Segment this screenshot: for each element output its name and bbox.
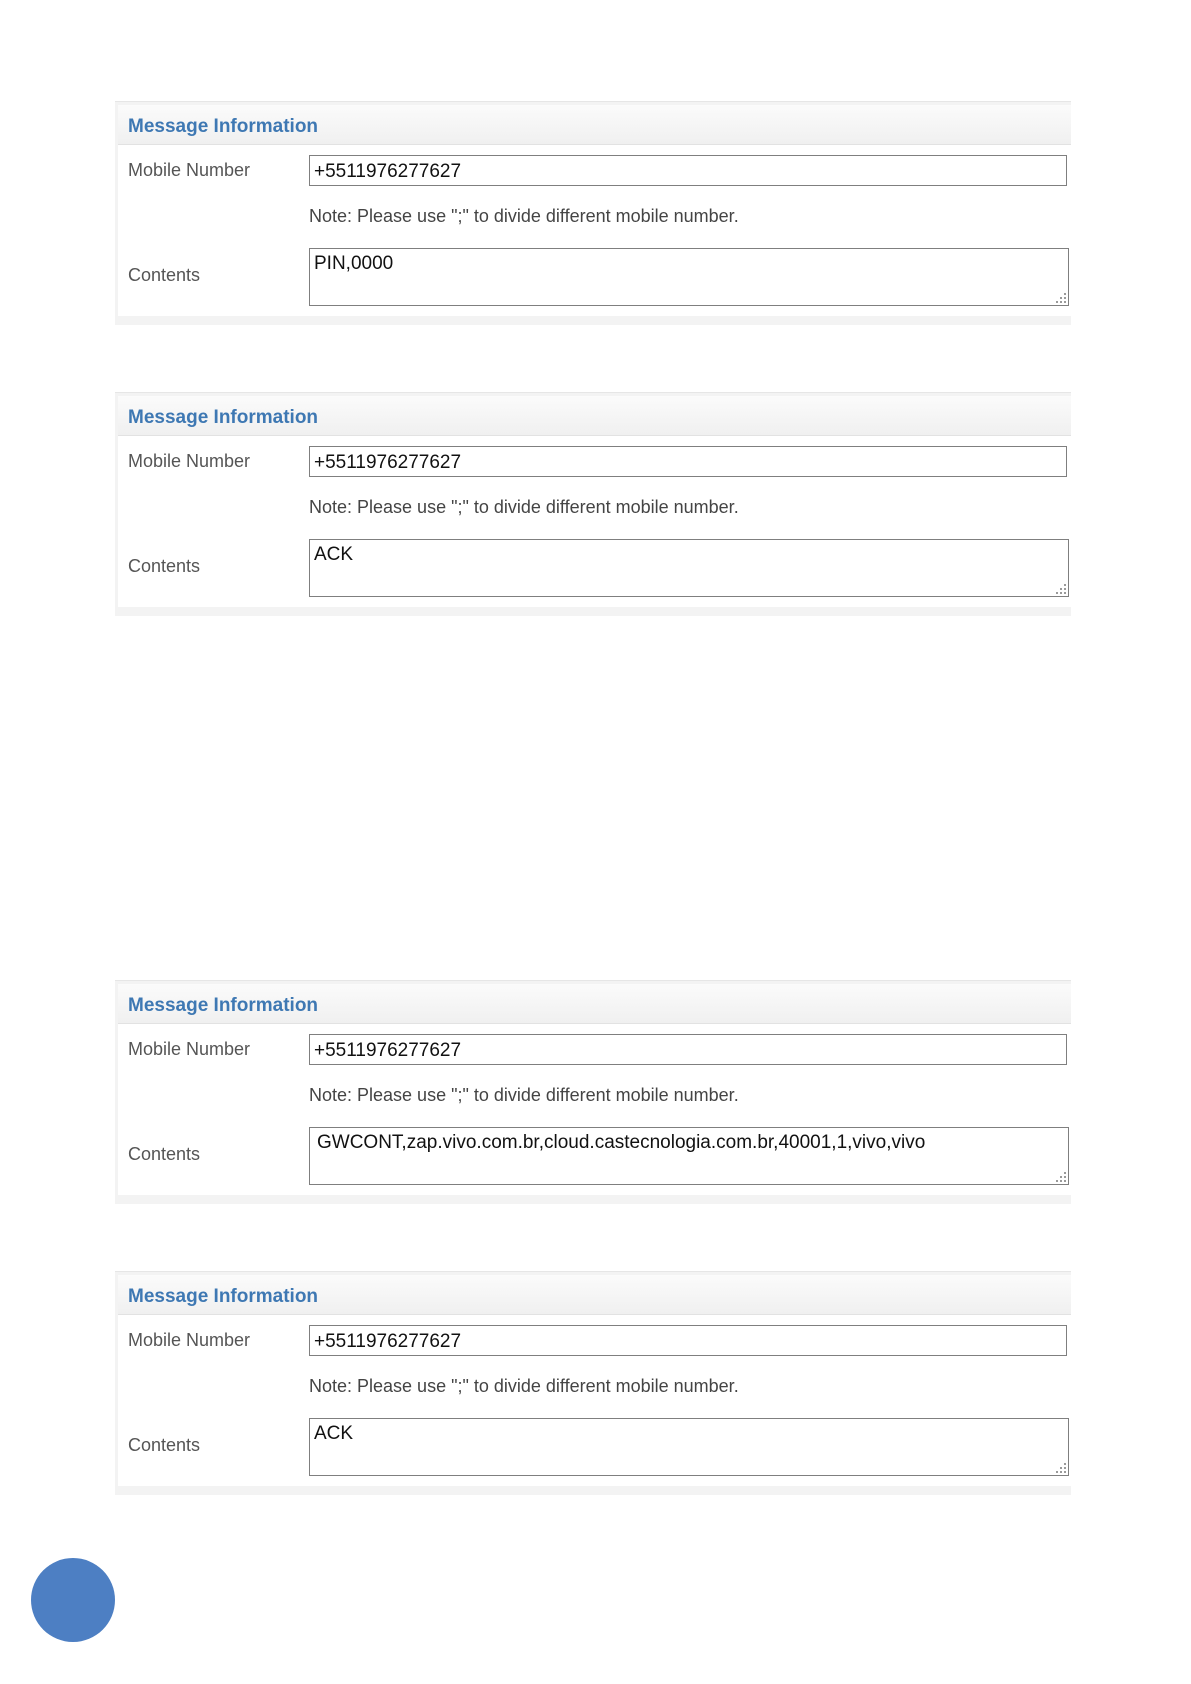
resize-grip-icon[interactable] bbox=[1055, 1171, 1066, 1182]
contents-textarea[interactable] bbox=[309, 1418, 1069, 1476]
contents-label: Contents bbox=[128, 265, 201, 285]
contents-text: GWCONT,zap.vivo.com.br,cloud.castecnologia.com.br,40001,1,vivo,vivo bbox=[317, 1132, 926, 1153]
mobile-number-label: Mobile Number bbox=[128, 1039, 251, 1059]
panel-title: Message Information bbox=[128, 116, 319, 137]
contents-text: ACK bbox=[314, 1423, 354, 1444]
panel-header bbox=[118, 105, 1071, 145]
message-information-panel bbox=[115, 980, 1071, 1204]
contents-text: ACK bbox=[314, 544, 354, 565]
panel-header bbox=[118, 1275, 1071, 1315]
mobile-number-note: Note: Please use ";" to divide different mobile number. bbox=[309, 497, 739, 517]
panel-title: Message Information bbox=[128, 995, 319, 1016]
mobile-number-input[interactable]: +5511976277627 bbox=[309, 155, 1067, 186]
mobile-number-label: Mobile Number bbox=[128, 160, 251, 180]
panel-header bbox=[118, 396, 1071, 436]
message-information-panel bbox=[115, 1271, 1071, 1495]
contents-label: Contents bbox=[128, 1435, 201, 1455]
mobile-number-label: Mobile Number bbox=[128, 451, 251, 471]
panel-body bbox=[118, 145, 1071, 316]
resize-grip-icon[interactable] bbox=[1055, 1462, 1066, 1473]
panel-body bbox=[118, 1024, 1071, 1195]
contents-label: Contents bbox=[128, 1144, 201, 1164]
panel-header bbox=[118, 984, 1071, 1024]
mobile-number-input[interactable]: +5511976277627 bbox=[309, 446, 1067, 477]
contents-textarea[interactable] bbox=[309, 1127, 1069, 1185]
mobile-number-input[interactable]: +5511976277627 bbox=[309, 1325, 1067, 1356]
contents-textarea[interactable] bbox=[309, 248, 1069, 306]
contents-label: Contents bbox=[128, 556, 201, 576]
mobile-number-note: Note: Please use ";" to divide different mobile number. bbox=[309, 1376, 739, 1396]
resize-grip-icon[interactable] bbox=[1055, 292, 1066, 303]
mobile-number-input[interactable]: +5511976277627 bbox=[309, 1034, 1067, 1065]
mobile-number-note: Note: Please use ";" to divide different mobile number. bbox=[309, 1085, 739, 1105]
resize-grip-icon[interactable] bbox=[1055, 583, 1066, 594]
message-information-panel bbox=[115, 392, 1071, 616]
panel-title: Message Information bbox=[128, 1286, 319, 1307]
contents-text: PIN,0000 bbox=[314, 253, 394, 274]
message-information-panel bbox=[115, 101, 1071, 325]
panel-body bbox=[118, 436, 1071, 607]
mobile-number-label: Mobile Number bbox=[128, 1330, 251, 1350]
page-marker-circle bbox=[31, 1558, 115, 1642]
panel-body bbox=[118, 1315, 1071, 1486]
panel-title: Message Information bbox=[128, 407, 319, 428]
contents-textarea[interactable] bbox=[309, 539, 1069, 597]
mobile-number-note: Note: Please use ";" to divide different mobile number. bbox=[309, 206, 739, 226]
